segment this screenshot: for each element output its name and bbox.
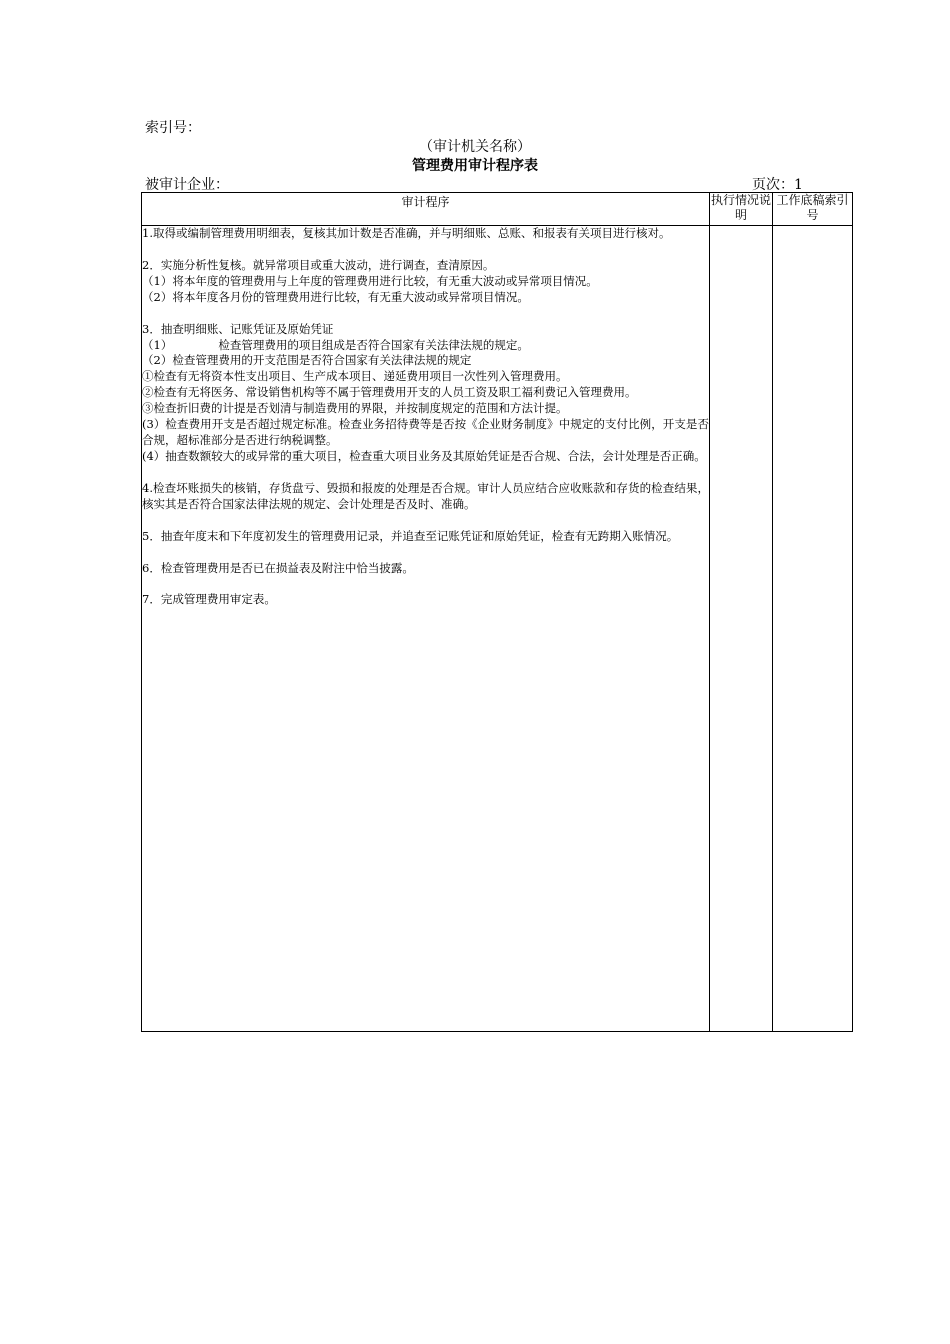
column-header-execution: 执行情况说明	[710, 193, 773, 226]
audit-program-table	[141, 192, 853, 1032]
step-6: 6．检查管理费用是否已在损益表及附注中恰当披露。	[142, 560, 414, 575]
step-3-4: (4）抽查数额较大的或异常的重大项目，检查重大项目业务及其原始凭证是否合规、合法，会计处理是否正确。	[142, 448, 706, 463]
reference-cell	[773, 226, 853, 1032]
table-body-row	[142, 226, 853, 1032]
audit-org-name: （审计机关名称）	[419, 139, 531, 155]
audited-company-label: 被审计企业：	[145, 177, 229, 193]
step-2: 2．实施分析性复核。就异常项目或重大波动，进行调查，查清原因。	[142, 257, 495, 272]
page-number-label: 页次：1	[752, 177, 803, 193]
step-2-1: （1）将本年度的管理费用与上年度的管理费用进行比较，有无重大波动或异常项目情况。	[142, 273, 598, 288]
step-3-2-b: ②检查有无将医务、常设销售机构等不属于管理费用开支的人员工资及职工福利费记入管理费用。	[142, 385, 637, 400]
step-3-1	[142, 338, 709, 354]
column-header-reference: 工作底稿索引号	[773, 193, 853, 226]
execution-cell	[710, 226, 773, 1032]
page-title: 管理费用审计程序表	[412, 158, 538, 174]
step-3: 3．抽查明细账、记账凭证及原始凭证	[142, 321, 334, 336]
step-3-2: （2）检查管理费用的开支范围是否符合国家有关法律法规的规定	[142, 353, 472, 368]
step-3-3: (3）检查费用开支是否超过规定标准。检查业务招待费等是否按《企业财务制度》中规定的支付比例，开支是否合规，超标准部分是否进行纳税调整。	[142, 417, 709, 447]
step-3-1-text: 检查管理费用的项目组成是否符合国家有关法律法规的规定。	[218, 337, 529, 352]
table-header-row	[142, 193, 853, 226]
procedure-cell	[142, 226, 710, 1032]
index-number-label: 索引号：	[145, 120, 201, 136]
step-7: 7．完成管理费用审定表。	[142, 592, 276, 607]
step-3-2-a: ①检查有无将资本性支出项目、生产成本项目、递延费用项目一次性列入管理费用。	[142, 369, 568, 384]
step-1: 1.取得或编制管理费用明细表，复核其加计数是否准确，并与明细账、总账、和报表有关项目进行核对。	[142, 226, 671, 240]
step-5: 5．抽查年度末和下年度初发生的管理费用记录，并追查至记账凭证和原始凭证，检查有无跨期入账情况。	[142, 528, 679, 543]
step-3-2-c: ③检查折旧费的计提是否划清与制造费用的界限，并按制度规定的范围和方法计提。	[142, 401, 568, 416]
step-2-2: （2）将本年度各月份的管理费用进行比较，有无重大波动或异常项目情况。	[142, 289, 529, 304]
step-4: 4.检查坏账损失的核销，存货盘亏、毁损和报废的处理是否合规。审计人员应结合应收账款和存货的检查结果，核实其是否符合国家法律法规的规定、会计处理是否及时、准确。	[142, 480, 709, 511]
step-3-1-number: （1）	[142, 337, 173, 352]
column-header-procedure: 审计程序	[142, 193, 710, 226]
